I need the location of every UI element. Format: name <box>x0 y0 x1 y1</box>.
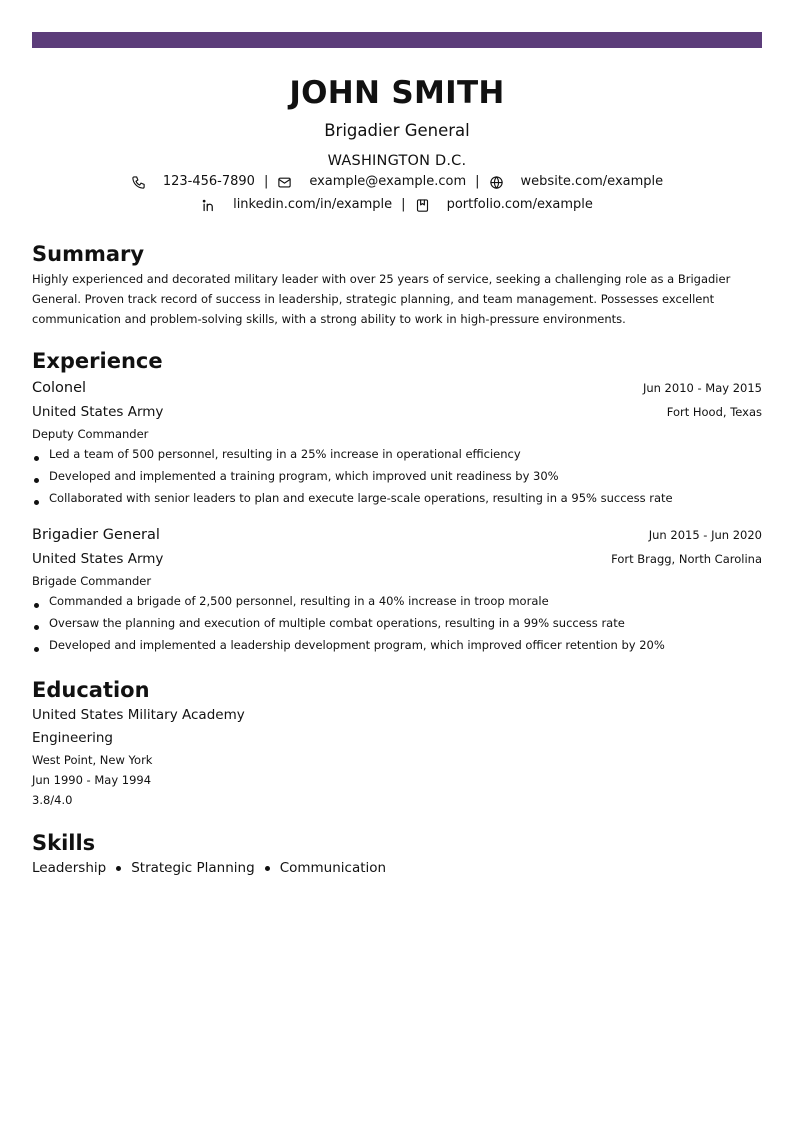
phone-icon <box>131 175 146 190</box>
mail-icon <box>277 175 292 190</box>
separator: | <box>401 197 406 212</box>
linkedin-icon <box>201 198 216 213</box>
contact-website[interactable] <box>489 173 664 191</box>
skill-item: Strategic Planning <box>131 860 255 876</box>
job-2-header <box>32 525 762 545</box>
job-organization: United States Army <box>32 404 164 420</box>
education-location: West Point, New York <box>32 753 153 767</box>
separator: | <box>475 174 480 189</box>
education-field: Engineering <box>32 730 113 746</box>
summary-heading: Summary <box>32 242 145 266</box>
education-heading: Education <box>32 678 150 702</box>
candidate-location: WASHINGTON D.C. <box>327 153 467 169</box>
job-2-bullets <box>32 590 762 656</box>
list-item: Commanded a brigade of 2,500 personnel, resulting in a 40% increase in troop morale <box>32 590 762 612</box>
candidate-name: JOHN SMITH <box>289 75 505 111</box>
job-2-org-row <box>32 549 762 569</box>
job-dates: Jun 2010 - May 2015 <box>642 381 762 395</box>
list-item: Collaborated with senior leaders to plan and execute large-scale operations, resulting in a 95% success rate <box>32 487 762 509</box>
bookmark-icon <box>415 198 430 213</box>
bullet-separator <box>265 866 270 871</box>
experience-heading: Experience <box>32 349 163 373</box>
globe-icon <box>489 175 504 190</box>
job-dates: Jun 2015 - Jun 2020 <box>648 528 762 542</box>
contact-row-primary <box>0 173 794 191</box>
email-text: example@example.com <box>309 174 467 189</box>
contact-phone[interactable] <box>131 173 255 191</box>
linkedin-text: linkedin.com/in/example <box>233 197 393 212</box>
contact-linkedin[interactable] <box>201 196 392 214</box>
list-item: Led a team of 500 personnel, resulting in a 25% increase in operational efficiency <box>32 443 762 465</box>
candidate-title: Brigadier General <box>324 121 470 140</box>
job-role: Brigade Commander <box>32 574 152 588</box>
list-item: Developed and implemented a training program, which improved unit readiness by 30% <box>32 465 762 487</box>
job-role: Deputy Commander <box>32 427 149 441</box>
job-title: Brigadier General <box>32 527 160 543</box>
website-text: website.com/example <box>520 174 664 189</box>
phone-text: 123-456-7890 <box>162 174 255 189</box>
bullet-separator <box>116 866 121 871</box>
education-gpa: 3.8/4.0 <box>32 793 73 807</box>
contact-email[interactable] <box>277 173 466 191</box>
job-1-header <box>32 378 762 398</box>
accent-bar <box>32 32 762 48</box>
education-dates: Jun 1990 - May 1994 <box>32 773 152 787</box>
job-location: Fort Hood, Texas <box>666 405 762 419</box>
portfolio-text: portfolio.com/example <box>446 197 593 212</box>
skills-list <box>32 858 386 878</box>
list-item: Oversaw the planning and execution of multiple combat operations, resulting in a 99% success rate <box>32 612 762 634</box>
job-organization: United States Army <box>32 551 164 567</box>
contact-portfolio[interactable] <box>415 196 593 214</box>
job-title: Colonel <box>32 380 87 396</box>
skill-item: Communication <box>279 860 387 876</box>
summary-text: Highly experienced and decorated military leader with over 25 years of service, seeking a challenging role as a Brigadier General. Proven track record of success in leadership, strategic planning, and team management. Possesses excellent communication and problem-solving skills, with a strong ability to work in high-pressure environments. <box>32 272 731 326</box>
contact-row-secondary <box>0 196 794 214</box>
list-item: Developed and implemented a leadership development program, which improved officer retention by 20% <box>32 634 762 656</box>
job-1-org-row <box>32 402 762 422</box>
job-location: Fort Bragg, North Carolina <box>611 552 762 566</box>
skills-heading: Skills <box>32 831 96 855</box>
job-1-bullets <box>32 443 762 509</box>
education-school: United States Military Academy <box>32 707 245 723</box>
separator: | <box>263 174 269 189</box>
skill-item: Leadership <box>32 860 107 876</box>
